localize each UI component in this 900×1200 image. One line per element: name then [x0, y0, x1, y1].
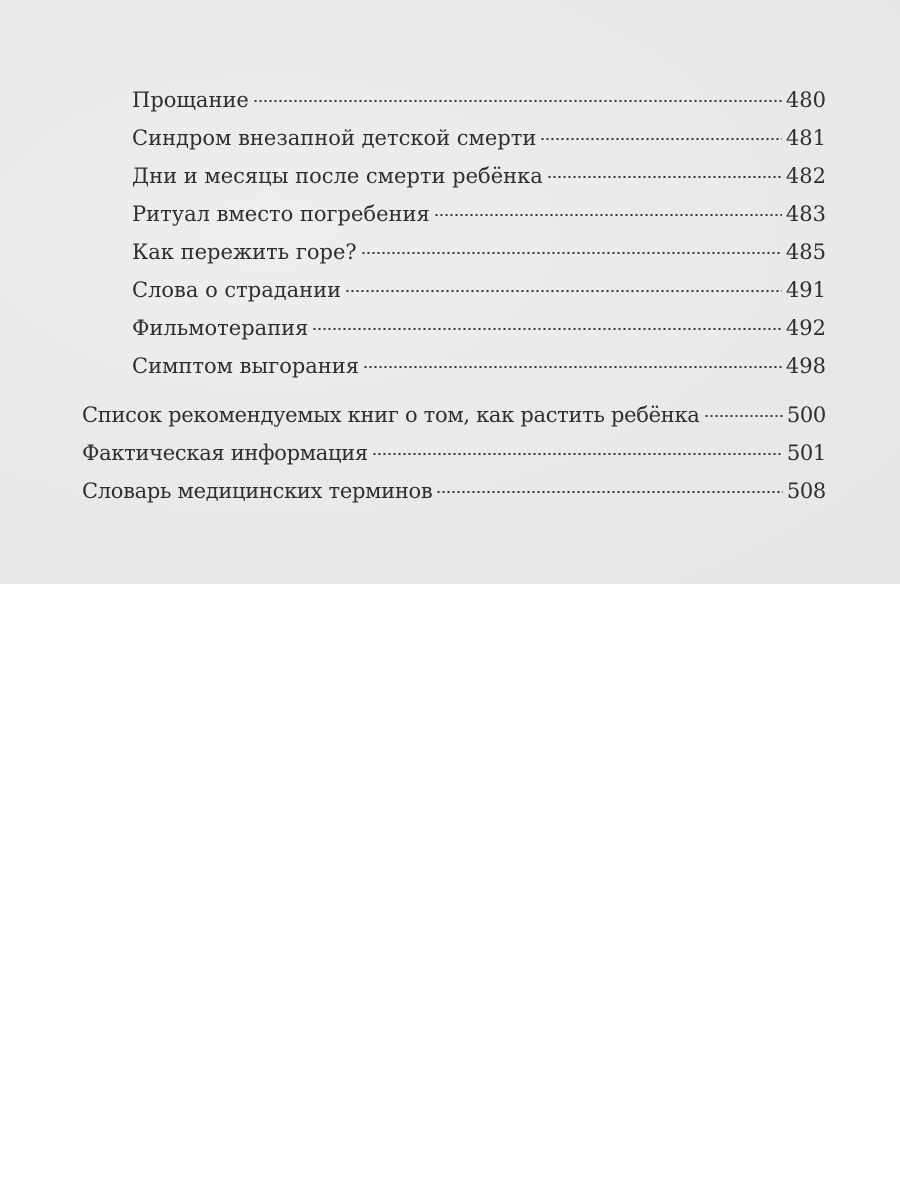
toc-entry-page: 483: [785, 202, 826, 226]
dot-leader: [436, 491, 782, 493]
toc-entry: [132, 119, 826, 157]
toc-entry: [132, 81, 826, 119]
toc-entry-title: Дни и месяцы после смерти ребёнка: [132, 164, 543, 188]
toc-entry: [82, 472, 826, 510]
toc-entry: [82, 396, 826, 434]
toc-entry-title: Ритуал вместо погребения: [132, 202, 430, 226]
toc-entry-title: Фактическая информация: [82, 441, 368, 465]
toc-entry-title: Словарь медицинских терминов: [82, 479, 433, 503]
toc-entry-title: Симптом выгорания: [132, 354, 360, 378]
dot-leader: [540, 138, 782, 140]
toc-entry-title: Слова о страдании: [132, 278, 342, 302]
toc-entry-page: 491: [785, 278, 826, 302]
dot-leader: [547, 176, 782, 178]
toc-entry-title: Фильмотерапия: [132, 316, 309, 340]
toc-entry: [132, 233, 826, 271]
toc-entry: [132, 347, 826, 385]
toc-entry: [132, 157, 826, 195]
dot-leader: [345, 290, 782, 292]
toc-entry-page: 482: [785, 164, 826, 188]
toc-entry: [132, 271, 826, 309]
dot-leader: [361, 252, 782, 254]
toc-entry-page: 480: [785, 88, 826, 112]
toc-entry: [132, 195, 826, 233]
dot-leader: [363, 366, 782, 368]
toc-entry-page: 485: [785, 240, 826, 264]
dot-leader: [704, 415, 783, 417]
dot-leader: [434, 214, 782, 216]
toc-entry-title: Синдром внезапной детской смерти: [132, 126, 537, 150]
table-of-contents: [0, 0, 900, 584]
toc-entry-page: 481: [785, 126, 826, 150]
toc-entry: [132, 309, 826, 347]
toc-entry-page: 492: [785, 316, 826, 340]
toc-entry-page: 501: [786, 441, 826, 465]
toc-entry-title: Как пережить горе?: [132, 240, 357, 264]
dot-leader: [372, 453, 783, 455]
toc-entry-title: Список рекомендуемых книг о том, как растить ребёнка: [82, 403, 700, 427]
toc-entry-page: 498: [785, 354, 826, 378]
toc-entry-page: 500: [786, 403, 826, 427]
toc-entry-title: Прощание: [132, 88, 249, 112]
dot-leader: [312, 328, 781, 330]
toc-entry: [82, 434, 826, 472]
toc-entry-page: 508: [786, 479, 826, 503]
dot-leader: [253, 100, 782, 102]
